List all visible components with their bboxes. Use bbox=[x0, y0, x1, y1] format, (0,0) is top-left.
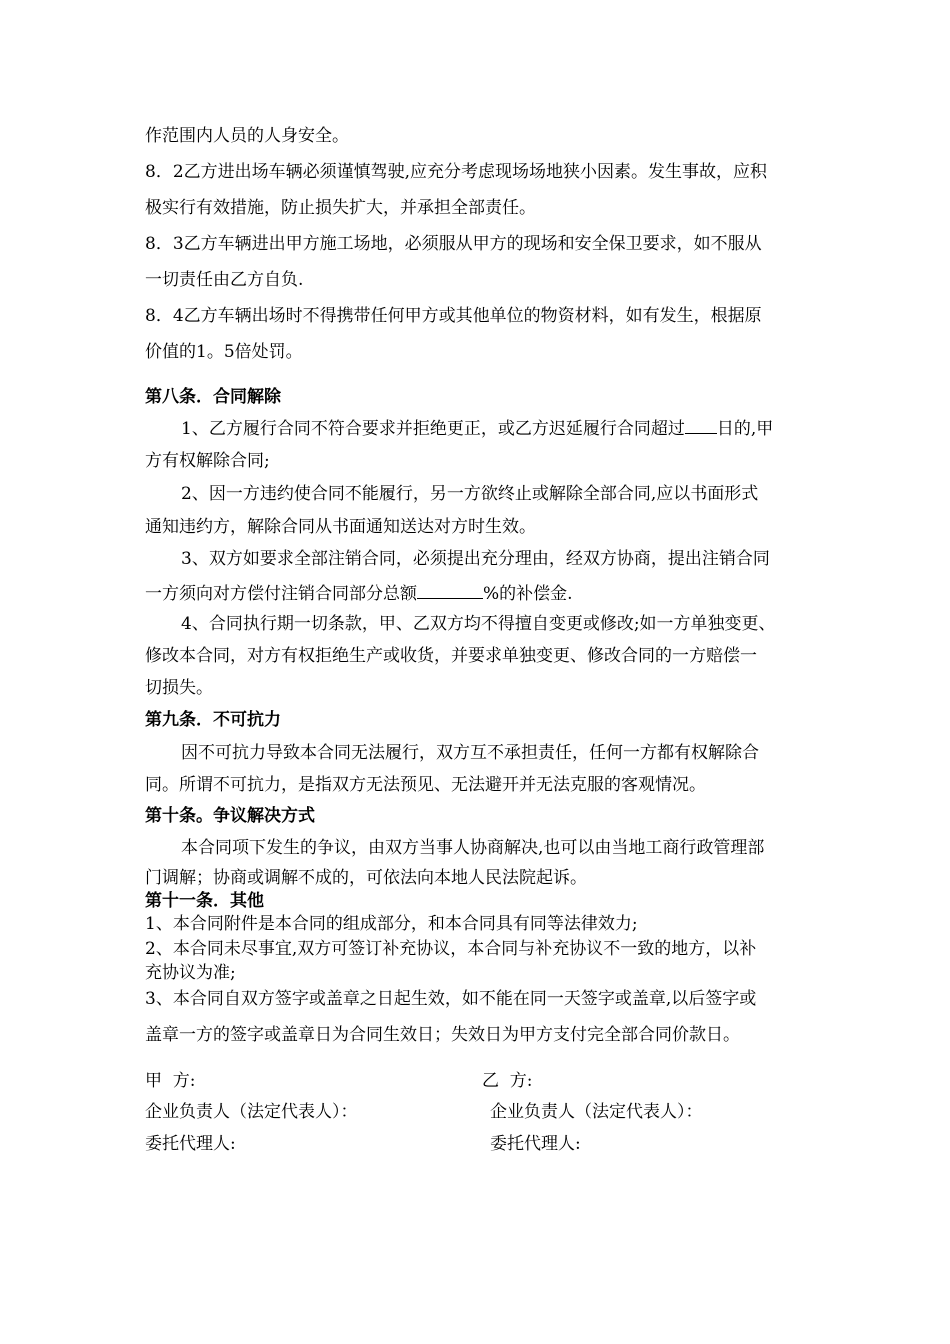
article-11-item-2-line-1: 2、本合同未尽事宜,双方可签订补充协议，本合同与补充协议不一致的地方，以补 bbox=[145, 939, 757, 959]
article-8-item-4-line-3: 切损失。 bbox=[145, 678, 213, 698]
article-8-heading: 第八条．合同解除 bbox=[145, 387, 281, 407]
text-segment: 1、乙方履行合同不符合要求并拒绝更正，或乙方迟延履行合同超过 bbox=[181, 419, 685, 439]
article-11-item-3-line-2: 盖章一方的签字或盖章日为合同生效日；失效日为甲方支付完全部合同价款日。 bbox=[145, 1025, 740, 1045]
article-8-item-4-line-2: 修改本合同，对方有权拒绝生产或收货，并要求单独变更、修改合同的一方赔偿一 bbox=[145, 646, 757, 666]
article-10-line-1: 本合同项下发生的争议，由双方当事人协商解决,也可以由当地工商行政管理部 bbox=[181, 838, 765, 858]
clause-8-3-line-2: 一切责任由乙方自负. bbox=[145, 270, 304, 290]
article-10-line-2: 门调解；协商或调解不成的，可依法向本地人民法院起诉。 bbox=[145, 868, 587, 888]
article-9-heading: 第九条．不可抗力 bbox=[145, 710, 281, 730]
party-b-agent: 委托代理人: bbox=[490, 1134, 581, 1154]
article-10-heading: 第十条。争议解决方式 bbox=[145, 806, 315, 826]
party-a-agent: 委托代理人: bbox=[145, 1134, 236, 1154]
text-segment: %的补偿金. bbox=[483, 584, 573, 604]
clause-8-4-line-2: 价值的1。5倍处罚。 bbox=[145, 342, 303, 362]
article-8-item-3-line-2 bbox=[145, 582, 573, 604]
article-11-heading: 第十一条．其他 bbox=[145, 891, 264, 911]
article-11-item-1: 1、本合同附件是本合同的组成部分，和本合同具有同等法律效力; bbox=[145, 914, 638, 934]
blank-underline bbox=[685, 417, 717, 434]
article-8-item-2-line-1: 2、因一方违约使合同不能履行，另一方欲终止或解除全部合同,应以书面形式 bbox=[181, 484, 759, 504]
text-line: 作范围内人员的人身安全。 bbox=[145, 126, 349, 146]
clause-8-2-line-2: 极实行有效措施，防止损失扩大，并承担全部责任。 bbox=[145, 198, 536, 218]
article-11-item-3-line-1: 3、本合同自双方签字或盖章之日起生效，如不能在同一天签字或盖章,以后签字或 bbox=[145, 989, 757, 1009]
text-segment: 日的,甲 bbox=[716, 419, 774, 439]
party-a-label: 甲 方: bbox=[145, 1071, 196, 1091]
clause-8-3-line-1: 8．3乙方车辆进出甲方施工场地，必须服从甲方的现场和安全保卫要求，如不服从 bbox=[145, 234, 762, 254]
article-9-line-2: 同。所谓不可抗力，是指双方无法预见、无法避开并无法克服的客观情况。 bbox=[145, 775, 706, 795]
party-a-representative: 企业负责人（法定代表人）： bbox=[145, 1102, 358, 1122]
article-9-line-1: 因不可抗力导致本合同无法履行，双方互不承担责任，任何一方都有权解除合 bbox=[181, 743, 759, 763]
article-8-item-2-line-2: 通知违约方，解除合同从书面通知送达对方时生效。 bbox=[145, 517, 536, 537]
article-8-item-1-line-2: 方有权解除合同; bbox=[145, 451, 270, 471]
clause-8-4-line-1: 8．4乙方车辆出场时不得携带任何甲方或其他单位的物资材料，如有发生，根据原 bbox=[145, 306, 762, 326]
text-segment: 一方须向对方偿付注销合同部分总额 bbox=[145, 584, 417, 604]
party-b-label: 乙 方: bbox=[482, 1071, 533, 1091]
clause-8-2-line-1: 8．2乙方进出场车辆必须谨慎驾驶,应充分考虑现场场地狭小因素。发生事故，应积 bbox=[145, 162, 768, 182]
blank-underline bbox=[417, 582, 483, 599]
article-8-item-3-line-1: 3、双方如要求全部注销合同，必须提出充分理由，经双方协商，提出注销合同 bbox=[181, 549, 770, 569]
article-8-item-1-line-1 bbox=[181, 417, 773, 439]
article-8-item-4-line-1: 4、合同执行期一切条款，甲、乙双方均不得擅自变更或修改;如一方单独变更、 bbox=[181, 614, 776, 634]
party-b-representative: 企业负责人（法定代表人）： bbox=[490, 1102, 703, 1122]
article-11-item-2-line-2: 充协议为准; bbox=[145, 963, 236, 983]
